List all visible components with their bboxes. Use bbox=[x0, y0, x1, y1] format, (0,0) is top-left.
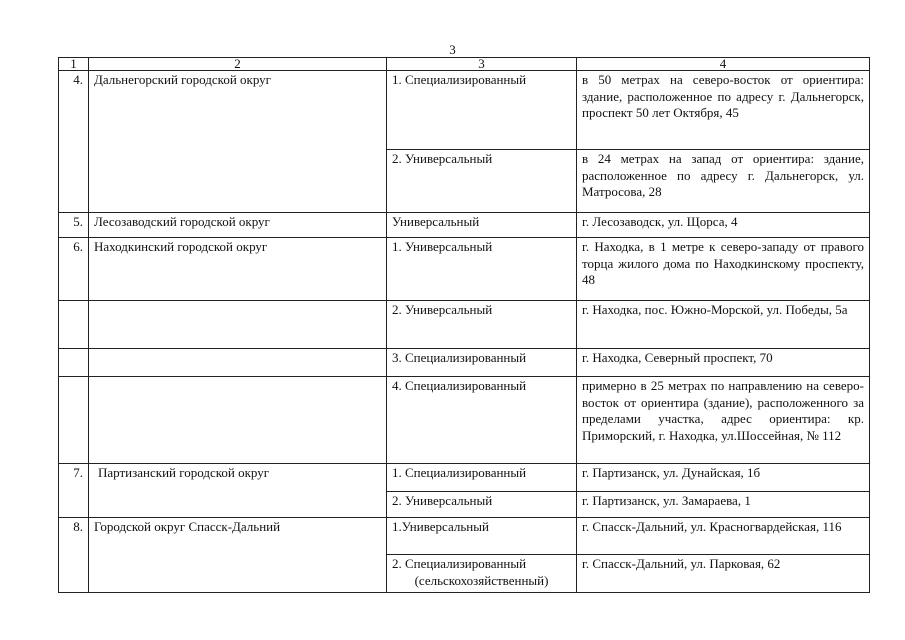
table-row bbox=[59, 301, 870, 349]
market-type: 2. Универсальный bbox=[387, 492, 577, 518]
column-header: 3 bbox=[387, 58, 577, 71]
market-type: 1.Универсальный bbox=[387, 518, 577, 555]
column-header: 2 bbox=[89, 58, 387, 71]
market-type: 2. Универсальный bbox=[387, 150, 577, 213]
market-type: 4. Специализированный bbox=[387, 377, 577, 464]
market-address: г. Партизанск, ул. Дунайская, 1б bbox=[577, 464, 870, 492]
market-address: г. Спасск-Дальний, ул. Парковая, 62 bbox=[577, 555, 870, 593]
table-row bbox=[59, 349, 870, 377]
markets-table bbox=[58, 57, 870, 593]
row-number: 7. bbox=[59, 464, 89, 518]
district-name: Находкинский городской округ bbox=[89, 238, 387, 301]
market-address: г. Находка, в 1 метре к северо-западу от правого торца жилого дома по Находкинскому проспекту, 48 bbox=[577, 238, 870, 301]
district-name bbox=[89, 301, 387, 349]
row-number bbox=[59, 301, 89, 349]
district-name: Дальнегорский городской округ bbox=[89, 71, 387, 213]
market-address: примерно в 25 метрах по направлению на северо-восток от ориентира (здание), расположенного за пределами участка, адрес ориентира: кр. Приморский, г. Находка, ул.Шоссейная, № 112 bbox=[577, 377, 870, 464]
row-number bbox=[59, 349, 89, 377]
market-address: в 50 метрах на северо-восток от ориентира: здание, расположенное по адресу г. Дальнегорск, проспект 50 лет Октября, 45 bbox=[577, 71, 870, 150]
market-address: в 24 метрах на запад от ориентира: здание, расположенное по адресу г. Дальнегорск, ул. Матросова, 28 bbox=[577, 150, 870, 213]
market-address: г. Находка, Северный проспект, 70 bbox=[577, 349, 870, 377]
market-address: г. Спасск-Дальний, ул. Красногвардейская, 116 bbox=[577, 518, 870, 555]
table-row bbox=[59, 238, 870, 301]
district-name: Партизанский городской округ bbox=[89, 464, 387, 518]
row-number bbox=[59, 377, 89, 464]
table-row bbox=[59, 71, 870, 150]
table-row bbox=[59, 518, 870, 555]
district-name bbox=[89, 349, 387, 377]
market-type-cell bbox=[387, 555, 577, 593]
market-type: 1. Универсальный bbox=[387, 238, 577, 301]
market-address: г. Находка, пос. Южно-Морской, ул. Победы, 5а bbox=[577, 301, 870, 349]
market-address: г. Лесозаводск, ул. Щорса, 4 bbox=[577, 213, 870, 238]
table-row bbox=[59, 464, 870, 492]
column-header-row bbox=[59, 58, 870, 71]
market-type: 3. Специализированный bbox=[387, 349, 577, 377]
market-type-note: (сельскохозяйственный) bbox=[414, 572, 549, 588]
market-type: Универсальный bbox=[387, 213, 577, 238]
table-row bbox=[59, 377, 870, 464]
market-type: 1. Специализированный bbox=[387, 464, 577, 492]
column-header: 4 bbox=[577, 58, 870, 71]
row-number: 5. bbox=[59, 213, 89, 238]
district-name bbox=[89, 377, 387, 464]
market-type: 2. Универсальный bbox=[387, 301, 577, 349]
market-type: 1. Специализированный bbox=[387, 71, 577, 150]
district-name: Лесозаводский городской округ bbox=[89, 213, 387, 238]
market-address: г. Партизанск, ул. Замараева, 1 bbox=[577, 492, 870, 518]
column-header: 1 bbox=[59, 58, 89, 71]
row-number: 6. bbox=[59, 238, 89, 301]
row-number: 4. bbox=[59, 71, 89, 213]
table-row bbox=[59, 213, 870, 238]
market-type: 2. Специализированный bbox=[392, 556, 527, 571]
district-name: Городской округ Спасск-Дальний bbox=[89, 518, 387, 593]
row-number: 8. bbox=[59, 518, 89, 593]
page-number: 3 bbox=[449, 42, 456, 57]
